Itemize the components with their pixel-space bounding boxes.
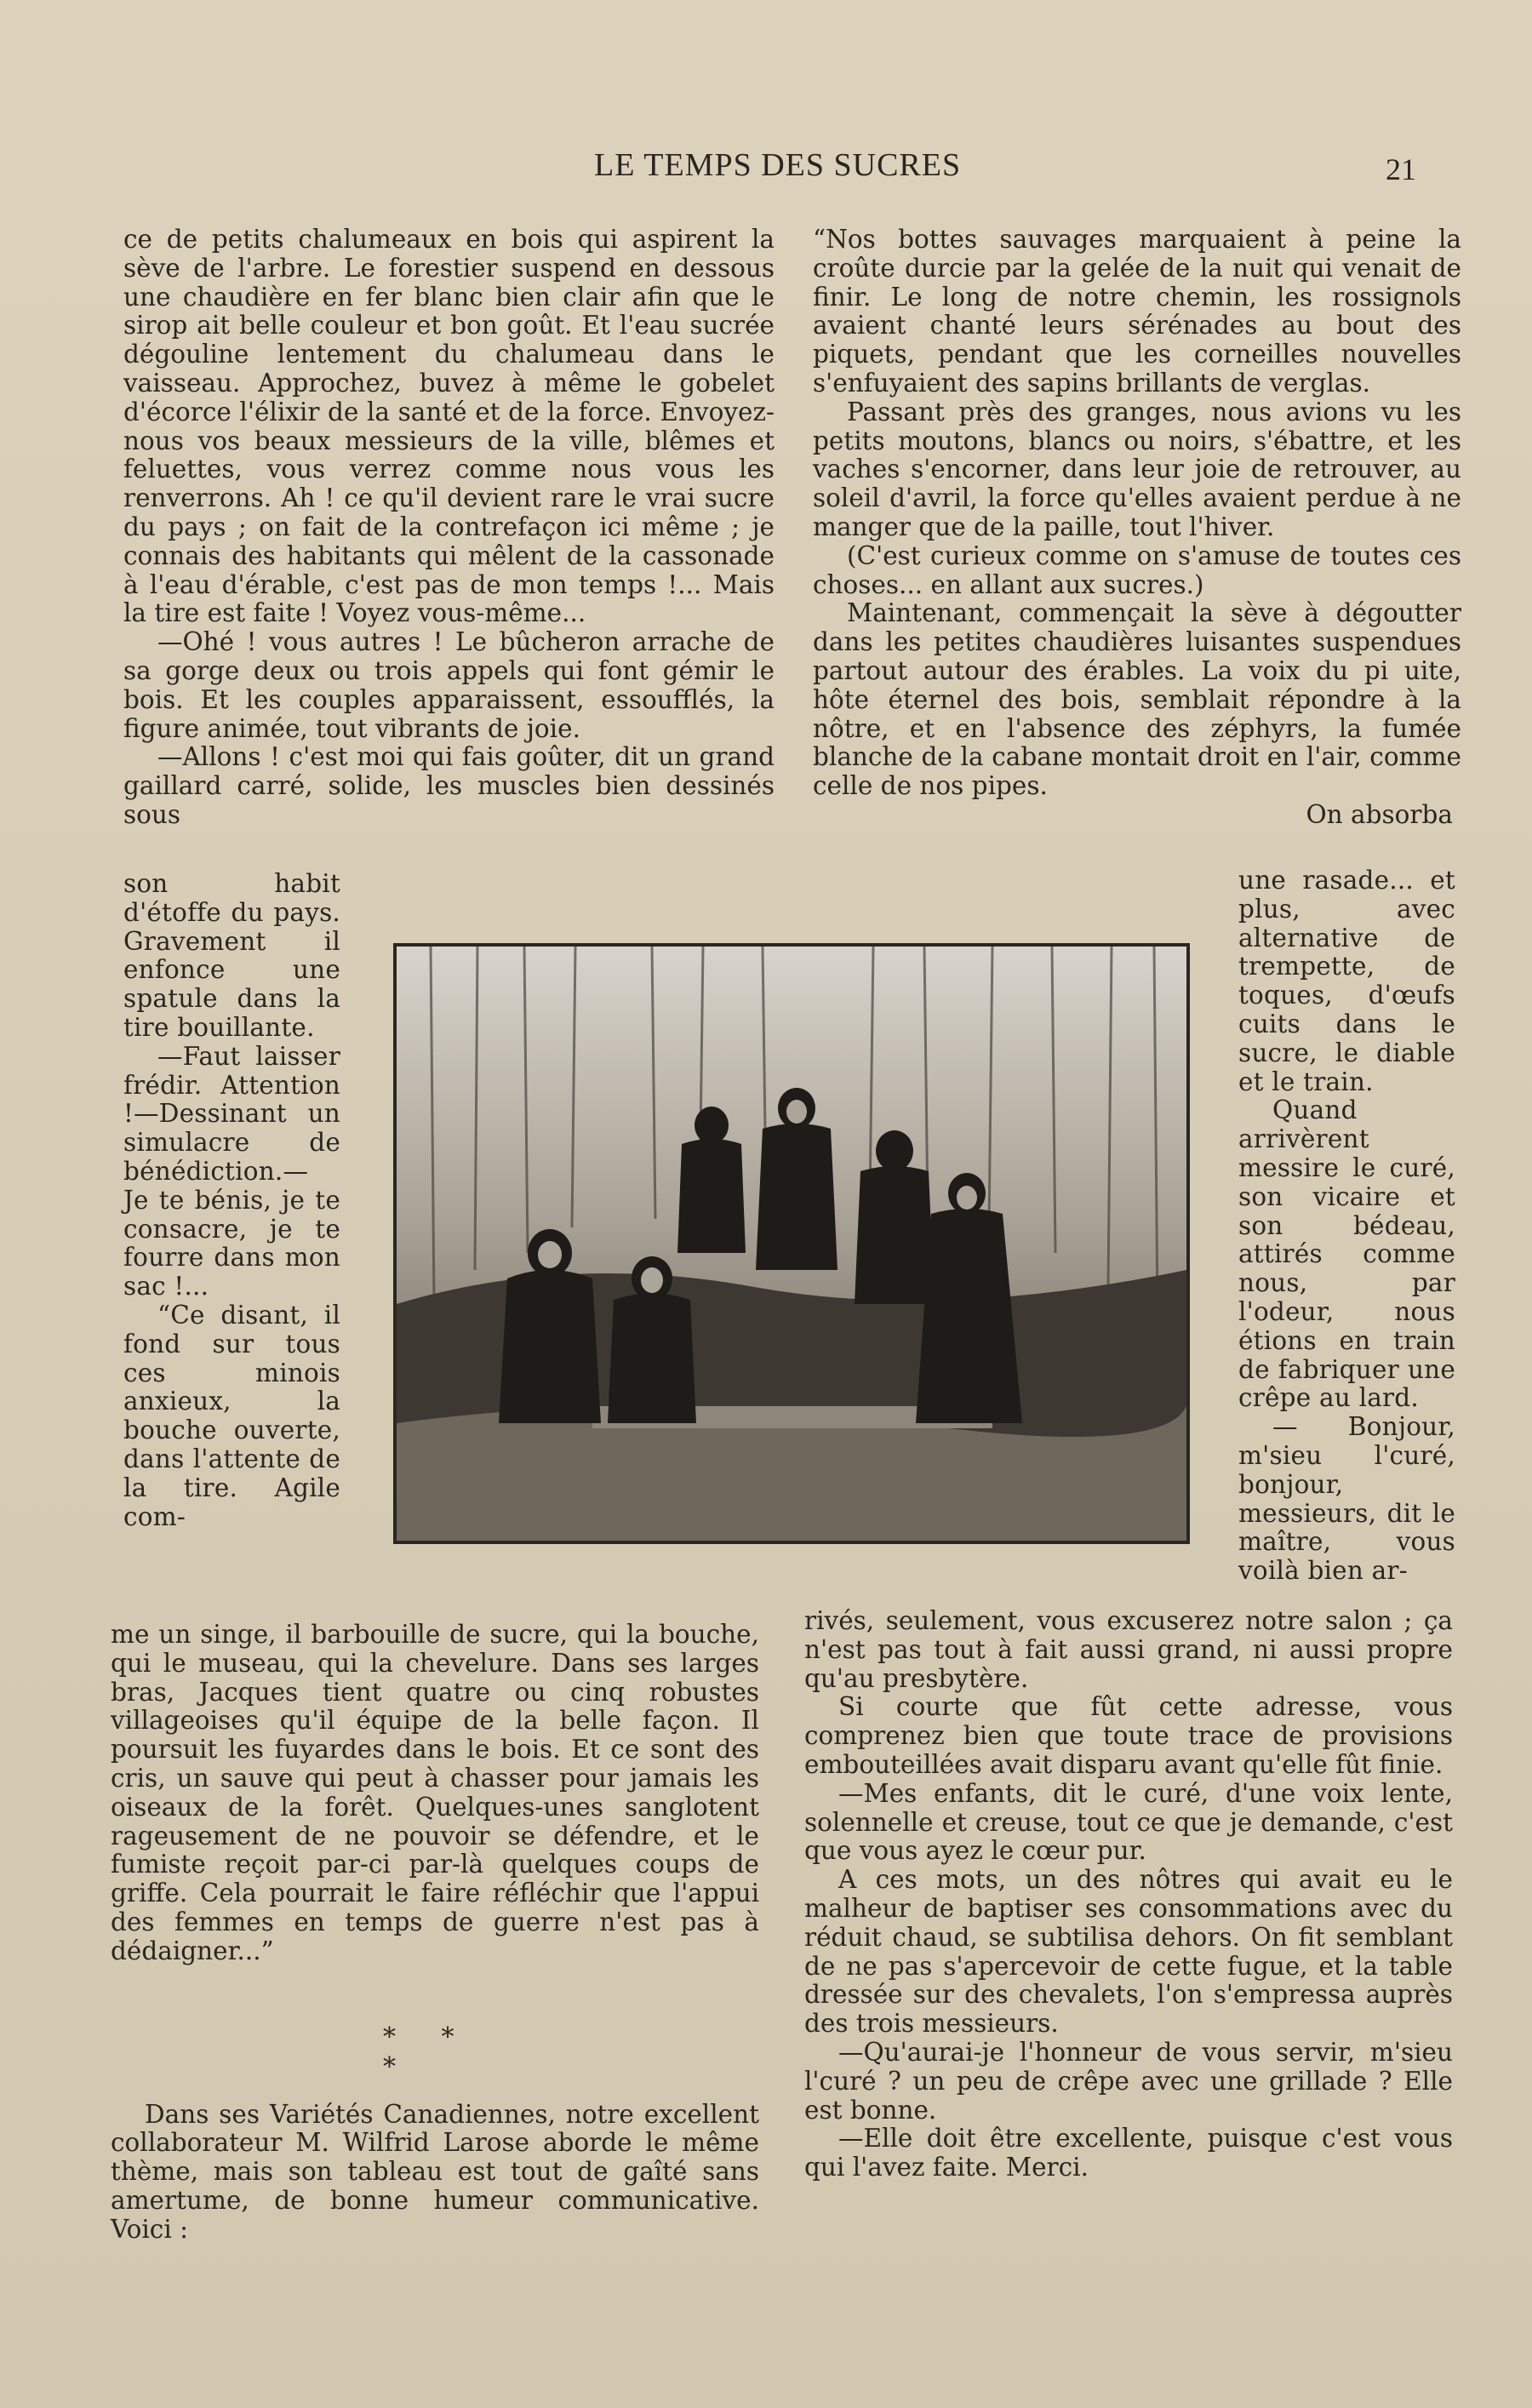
paragraph: rivés, seulement, vous excuserez notre salon ; ça n'est pas tout à fait aussi grand, ni aussi propre qu'au presbytère. [804,1606,1453,1693]
left-column-top [123,226,775,830]
paragraph: “Nos bottes sauvages marquaient à peine la croûte durcie par la gelée de la nuit qui venait de finir. Le long de notre chemin, les rossignols avaient chanté leurs sérénades au bout des piquets, pendant que les corneilles nouvelles s'enfuyaient des sapins brillants de verglas. [813,225,1461,398]
paragraph: —Faut laisser frédir. Attention !—Dessinant un simulacre de bénédiction.— Je te bénis, je te consacre, je te fourre dans mon sac !... [123,1041,340,1301]
paragraph: —Elle doit être excellente, puisque c'est vous qui l'avez faite. Merci. [804,2124,1453,2182]
paragraph: (C'est curieux comme on s'amuse de toutes ces choses... en allant aux sucres.) [813,541,1461,599]
paragraph: —Mes enfants, dit le curé, d'une voix lente, solennelle et creuse, tout ce que je demande, c'est que vous ayez le cœur pur. [804,1778,1453,1866]
photo-drawing [397,947,1186,1541]
left-column-beside-photo [123,870,340,1531]
page-header [0,146,1532,197]
paragraph: Passant près des granges, nous avions vu les petits moutons, blancs ou noirs, s'ébattre, et les vaches s'encorner, dans leur joie de retrouver, au soleil d'avril, la force qu'elles avaient perdue à ne manger que de la paille, tout l'hiver. [813,397,1461,541]
paragraph: une rasade... et plus, avec alternative de trempette, de toques, d'œufs cuits dans le sucre, le diable et le train. [1238,866,1455,1096]
paragraph: —Qu'aurai-je l'honneur de vous servir, m'sieu l'curé ? un peu de crêpe avec une grillade ? Elle est bonne. [804,2037,1453,2125]
paragraph: —Ohé ! vous autres ! Le bûcheron arrache de sa gorge deux ou trois appels qui font gémir le bois. Et les couples apparaissent, essoufflés, la figure animée, tout vibrants de joie. [123,627,775,743]
paragraph: — Bonjour, m'sieu l'curé, bonjour, messieurs, dit le maître, vous voilà bien ar- [1238,1412,1455,1586]
paragraph: Maintenant, commençait la sève à dégoutter dans les petites chaudières luisantes suspendues partout autour des érables. La voix du pi uite, hôte éternel des bois, semblait répondre à la nôtre, et en l'absence des zéphyrs, la fumée blanche de la cabane montait droit en l'air, comme celle de nos pipes. [813,598,1461,801]
running-title: LE TEMPS DES SUCRES [594,147,962,183]
paragraph: ce de petits chalumeaux en bois qui aspirent la sève de l'arbre. Le forestier suspend en dessous une chaudière en fer blanc bien clair afin que le sirop ait belle couleur et bon goût. Et l'eau sucrée dégouline lentement du chalumeau dans le vaisseau. Approchez, buvez à même le gobelet d'écorce l'élixir de la santé et de la force. Envoyez-nous vos beaux messieurs de la ville, blêmes et feluettes, vous verrez comme nous vous les renverrons. Ah ! ce qu'il devient rare le vrai sucre du pays ; on fait de la contrefaçon ici même ; je connais des habitants qui mêlent de la cassonade à l'eau d'érable, c'est pas de mon temps !... Mais la tire est faite ! Voyez vous-même... [123,225,775,628]
paragraph: A ces mots, un des nôtres qui avait eu le malheur de baptiser ses consommations avec du réduit chaud, se subtilisa dehors. On fit semblant de ne pas s'apercevoir de cette fugue, et la table dressée sur des chevalets, l'on s'empressa auprès des trois messieurs. [804,1865,1453,2039]
paragraph: On absorba [1306,799,1453,829]
paragraph: Si courte que fût cette adresse, vous comprenez bien que toute trace de provisions embouteillées avait disparu avant qu'elle fût finie. [804,1692,1453,1779]
paragraph: me un singe, il barbouille de sucre, qui la bouche, qui le museau, qui la chevelure. Dans ses larges bras, Jacques tient quatre ou cinq robustes villageoises qu'il équipe de la belle façon. Il poursuit les fuyardes dans le bois. Et ce sont des cris, un sauve qui peut à chasser pour jamais les oiseaux de la forêt. Quelques-unes sanglotent rageusement de ne pouvoir se défendre, et le fumiste reçoit par-ci par-là quelques coups de griffe. Cela pourrait le faire réfléchir que l'appui des femmes en temps de guerre n'est pas à dédaigner...” [111,1620,759,1965]
paragraph: “Ce disant, il fond sur tous ces minois anxieux, la bouche ouverte, dans l'attente de la tire. Agile com- [123,1300,340,1531]
sugar-shack-photograph [393,943,1190,1544]
paragraph: —Allons ! c'est moi qui fais goûter, dit un grand gaillard carré, solide, les muscles bien dessinés sous [123,742,775,829]
page-number: 21 [1386,152,1416,186]
paragraph: son habit d'étoffe du pays. Gravement il enfonce une spatule dans la tire bouillante. [123,869,340,1042]
section-separator: * * * [383,2022,473,2082]
paragraph: Quand arrivèrent messire le curé, son vicaire et son bédeau, attirés comme nous, par l'odeur, nous étions en train de fabriquer une crêpe au lard. [1238,1095,1455,1413]
right-column-bottom [804,1607,1453,2182]
right-column-top [813,226,1461,830]
right-column-beside-photo [1238,867,1455,1586]
left-column-bottom [111,1621,759,2245]
paragraph: Dans ses Variétés Canadiennes, notre excellent collaborateur M. Wilfrid Larose aborde le même thème, mais son tableau est tout de gaîté sans amertume, de bonne humeur communicative. Voici : [111,2099,759,2244]
